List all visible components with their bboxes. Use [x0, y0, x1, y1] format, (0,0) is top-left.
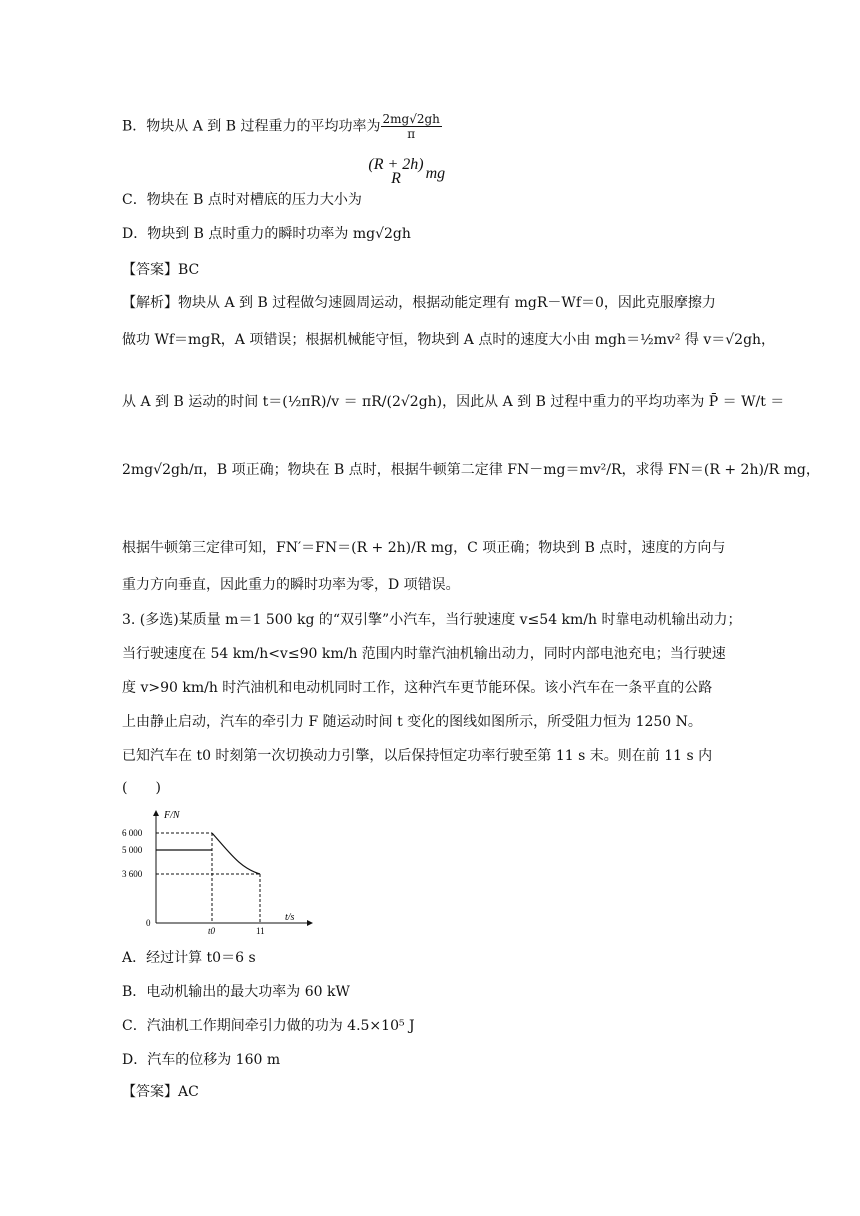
tick-11: 11	[256, 926, 265, 936]
option-d: D．物块到 B 点时重力的瞬时功率为 mg√2gh	[122, 226, 411, 242]
explanation-line-6: 重力方向垂直，因此重力的瞬时功率为零，D 项错误。	[122, 577, 460, 593]
answer-2: 【答案】AC	[122, 1084, 199, 1100]
question-3-line-6: ( )	[122, 780, 161, 796]
force-time-graph	[120, 808, 320, 938]
option-3b: B．电动机输出的最大功率为 60 kW	[122, 984, 350, 1000]
option-b: B．物块从 A 到 B 过程重力的平均功率为 $\frac{2mg√2gh}{\pi}$	[122, 112, 440, 141]
option-b-fraction: $\frac{2mg√2gh}{\pi}$	[382, 112, 440, 141]
option-3a: A．经过计算 t0＝6 s	[122, 950, 256, 966]
explanation-line-1: 【解析】物块从 A 到 B 过程做匀速圆周运动，根据动能定理有 mgR－Wf＝0，因此克服摩擦力	[122, 295, 716, 311]
x-axis-label: t/s	[285, 912, 295, 923]
option-c-fraction: (R + 2h) R	[368, 156, 424, 187]
curve	[212, 833, 260, 874]
option-3d: D．汽车的位移为 160 m	[122, 1052, 281, 1068]
y-axis-label: F/N	[164, 810, 180, 821]
option-3c: C．汽油机工作期间牵引力做的功为 4.5×10⁵ J	[122, 1018, 415, 1034]
question-3-line-4: 上由静止启动，汽车的牵引力 F 随运动时间 t 变化的图线如图所示，所受阻力恒为 1250 N。	[122, 714, 702, 730]
option-c: C．物块在 B 点时对槽底的压力大小为 (R + 2h) R mg	[122, 156, 446, 208]
tick-0: 0	[146, 918, 151, 928]
tick-3600: 3 600	[122, 869, 143, 879]
question-3-line-5: 已知汽车在 t0 时刻第一次切换动力引擎，以后保持恒定功率行驶至第 11 s 末。则在前 11 s 内	[122, 748, 713, 764]
question-3-line-3: 度 v>90 km/h 时汽油机和电动机同时工作，这种汽车更节能环保。该小汽车在一条平直的公路	[122, 680, 713, 696]
tick-5000: 5 000	[122, 845, 143, 855]
explanation-line-2: 做功 Wf＝mgR，A 项错误；根据机械能守恒，物块到 A 点时的速度大小由 mgh＝½mv² 得 v＝√2gh，	[122, 332, 776, 348]
question-3-line-1: 3. (多选)某质量 m＝1 500 kg 的“双引擎”小汽车，当行驶速度 v≤54 km/h 时靠电动机输出动力；	[122, 612, 742, 628]
tick-6000: 6 000	[122, 828, 143, 838]
question-3-line-2: 当行驶速度在 54 km/h<v≤90 km/h 范围内时靠汽油机输出动力，同时内部电池充电；当行驶速	[122, 646, 726, 662]
explanation-line-3: 从 A 到 B 运动的时间 t＝(½πR)/v ＝ πR/(2√2gh)，因此从 A 到 B 过程中重力的平均功率为 P̄ ＝ W/t ＝	[122, 394, 785, 410]
explanation-line-5: 根据牛顿第三定律可知，FN′＝FN＝(R + 2h)/R mg，C 项正确；物块到 B 点时，速度的方向与	[122, 540, 726, 556]
tick-t0: t0	[208, 926, 216, 936]
explanation-line-4: 2mg√2gh/π，B 项正确；物块在 B 点时，根据牛顿第二定律 FN－mg＝mv²/R，求得 FN＝(R + 2h)/R mg，	[122, 462, 820, 478]
answer-1: 【答案】BC	[122, 262, 200, 278]
